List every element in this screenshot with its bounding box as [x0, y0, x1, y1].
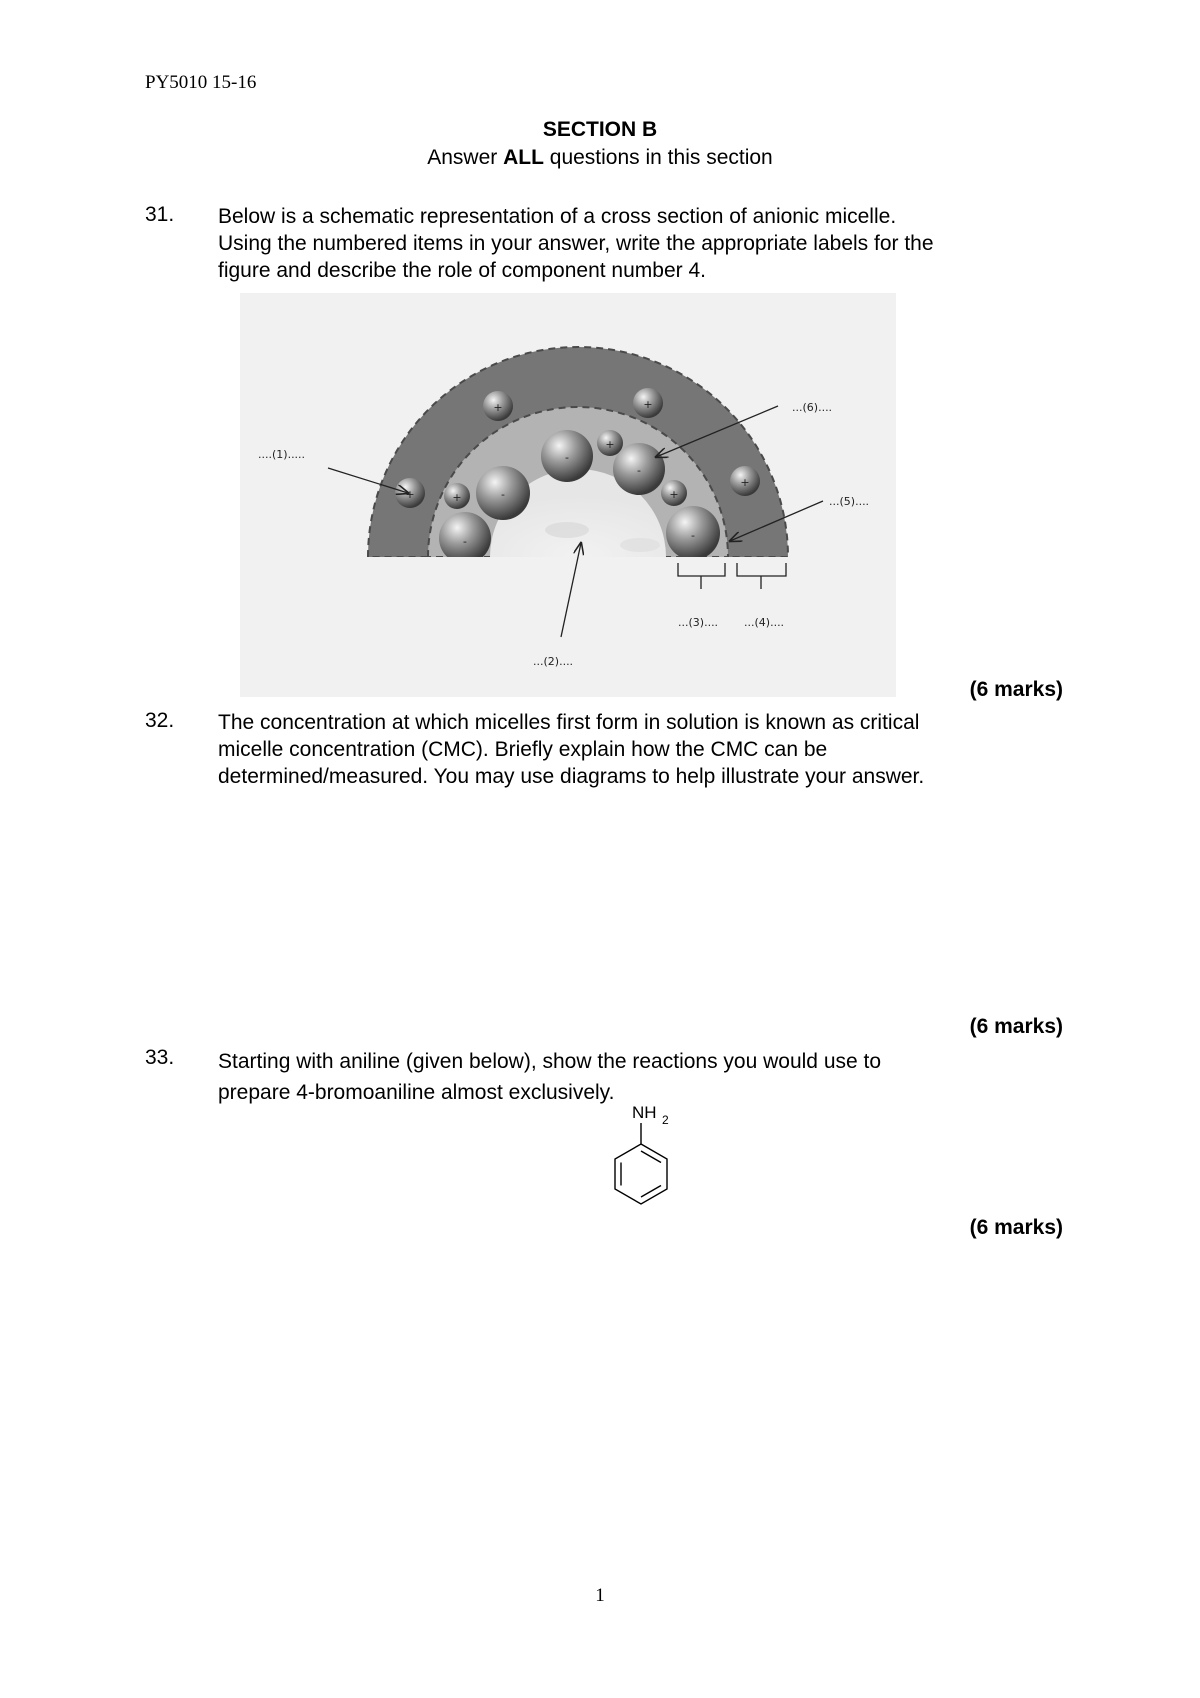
figure-label-2: ...(2).... [533, 655, 574, 668]
question-33-line: prepare 4-bromoaniline almost exclusively. [218, 1081, 615, 1104]
counter-ion [661, 480, 687, 506]
document-code: PY5010 15-16 [145, 72, 257, 93]
figure-label-3: ...(3).... [678, 616, 719, 629]
core-shading [545, 522, 589, 538]
question-32-line: determined/measured. You may use diagrams to help illustrate your answer. [218, 765, 925, 788]
amine-subscript: 2 [662, 1113, 669, 1127]
question-33-line: Starting with aniline (given below), show the reactions you would use to [218, 1050, 882, 1073]
svg-text:-: - [463, 535, 467, 548]
page-number: 1 [595, 1585, 605, 1606]
svg-text:+: + [405, 488, 415, 501]
figure-label-4: ...(4).... [744, 616, 785, 629]
counter-ion [395, 478, 425, 508]
amine-label: NH [632, 1103, 657, 1122]
figure-baseline-mask [340, 557, 820, 597]
svg-text:-: - [565, 451, 569, 464]
anionic-head-group [666, 506, 720, 560]
counter-ion [730, 466, 760, 496]
question-32-line: The concentration at which micelles first form in solution is known as critical [218, 711, 920, 734]
svg-text:-: - [691, 529, 695, 542]
question-31-marks: (6 marks) [969, 678, 1063, 701]
question-31-number: 31. [145, 203, 175, 226]
question-31-text [218, 203, 1068, 284]
figure-label-5: ...(5).... [829, 495, 870, 508]
micelle-figure [240, 293, 896, 697]
svg-text:+: + [669, 488, 679, 501]
section-instruction [0, 146, 1200, 170]
svg-text:+: + [452, 491, 462, 504]
svg-text:+: + [605, 438, 615, 451]
svg-text:+: + [740, 476, 750, 489]
question-32-line: micelle concentration (CMC). Briefly explain how the CMC can be [218, 738, 828, 761]
counter-ion [633, 388, 663, 418]
figure-label-1: ....(1)..... [258, 448, 306, 461]
ring-double-bond [641, 1151, 661, 1163]
core-shading [620, 538, 660, 552]
instruction-prefix: Answer [427, 146, 504, 169]
svg-text:-: - [637, 464, 641, 477]
anionic-head-group [541, 430, 593, 482]
section-title: SECTION B [542, 118, 658, 141]
svg-text:-: - [501, 488, 505, 501]
instruction-suffix: questions in this section [543, 146, 773, 169]
question-33-text [218, 1046, 1068, 1108]
question-31-line: figure and describe the role of component number 4. [218, 259, 706, 282]
counter-ion [597, 430, 623, 456]
question-32-marks: (6 marks) [969, 1015, 1063, 1038]
svg-text:+: + [493, 401, 503, 414]
question-31-line: Below is a schematic representation of a cross section of anionic micelle. [218, 205, 897, 228]
question-33-marks: (6 marks) [969, 1216, 1063, 1239]
anionic-head-group [476, 466, 530, 520]
counter-ion [483, 391, 513, 421]
anionic-head-group [613, 443, 665, 495]
figure-label-6: ...(6).... [792, 401, 833, 414]
svg-text:+: + [643, 398, 653, 411]
counter-ion [444, 483, 470, 509]
anionic-head-group [439, 512, 491, 564]
question-32-number: 32. [145, 709, 175, 732]
benzene-ring [615, 1144, 667, 1204]
question-32-text [218, 709, 1068, 790]
question-33-number: 33. [145, 1046, 175, 1069]
instruction-bold: ALL [503, 146, 544, 169]
ring-double-bond [641, 1186, 661, 1198]
question-31-line: Using the numbered items in your answer, write the appropriate labels for the [218, 232, 934, 255]
aniline-structure [596, 1100, 686, 1210]
